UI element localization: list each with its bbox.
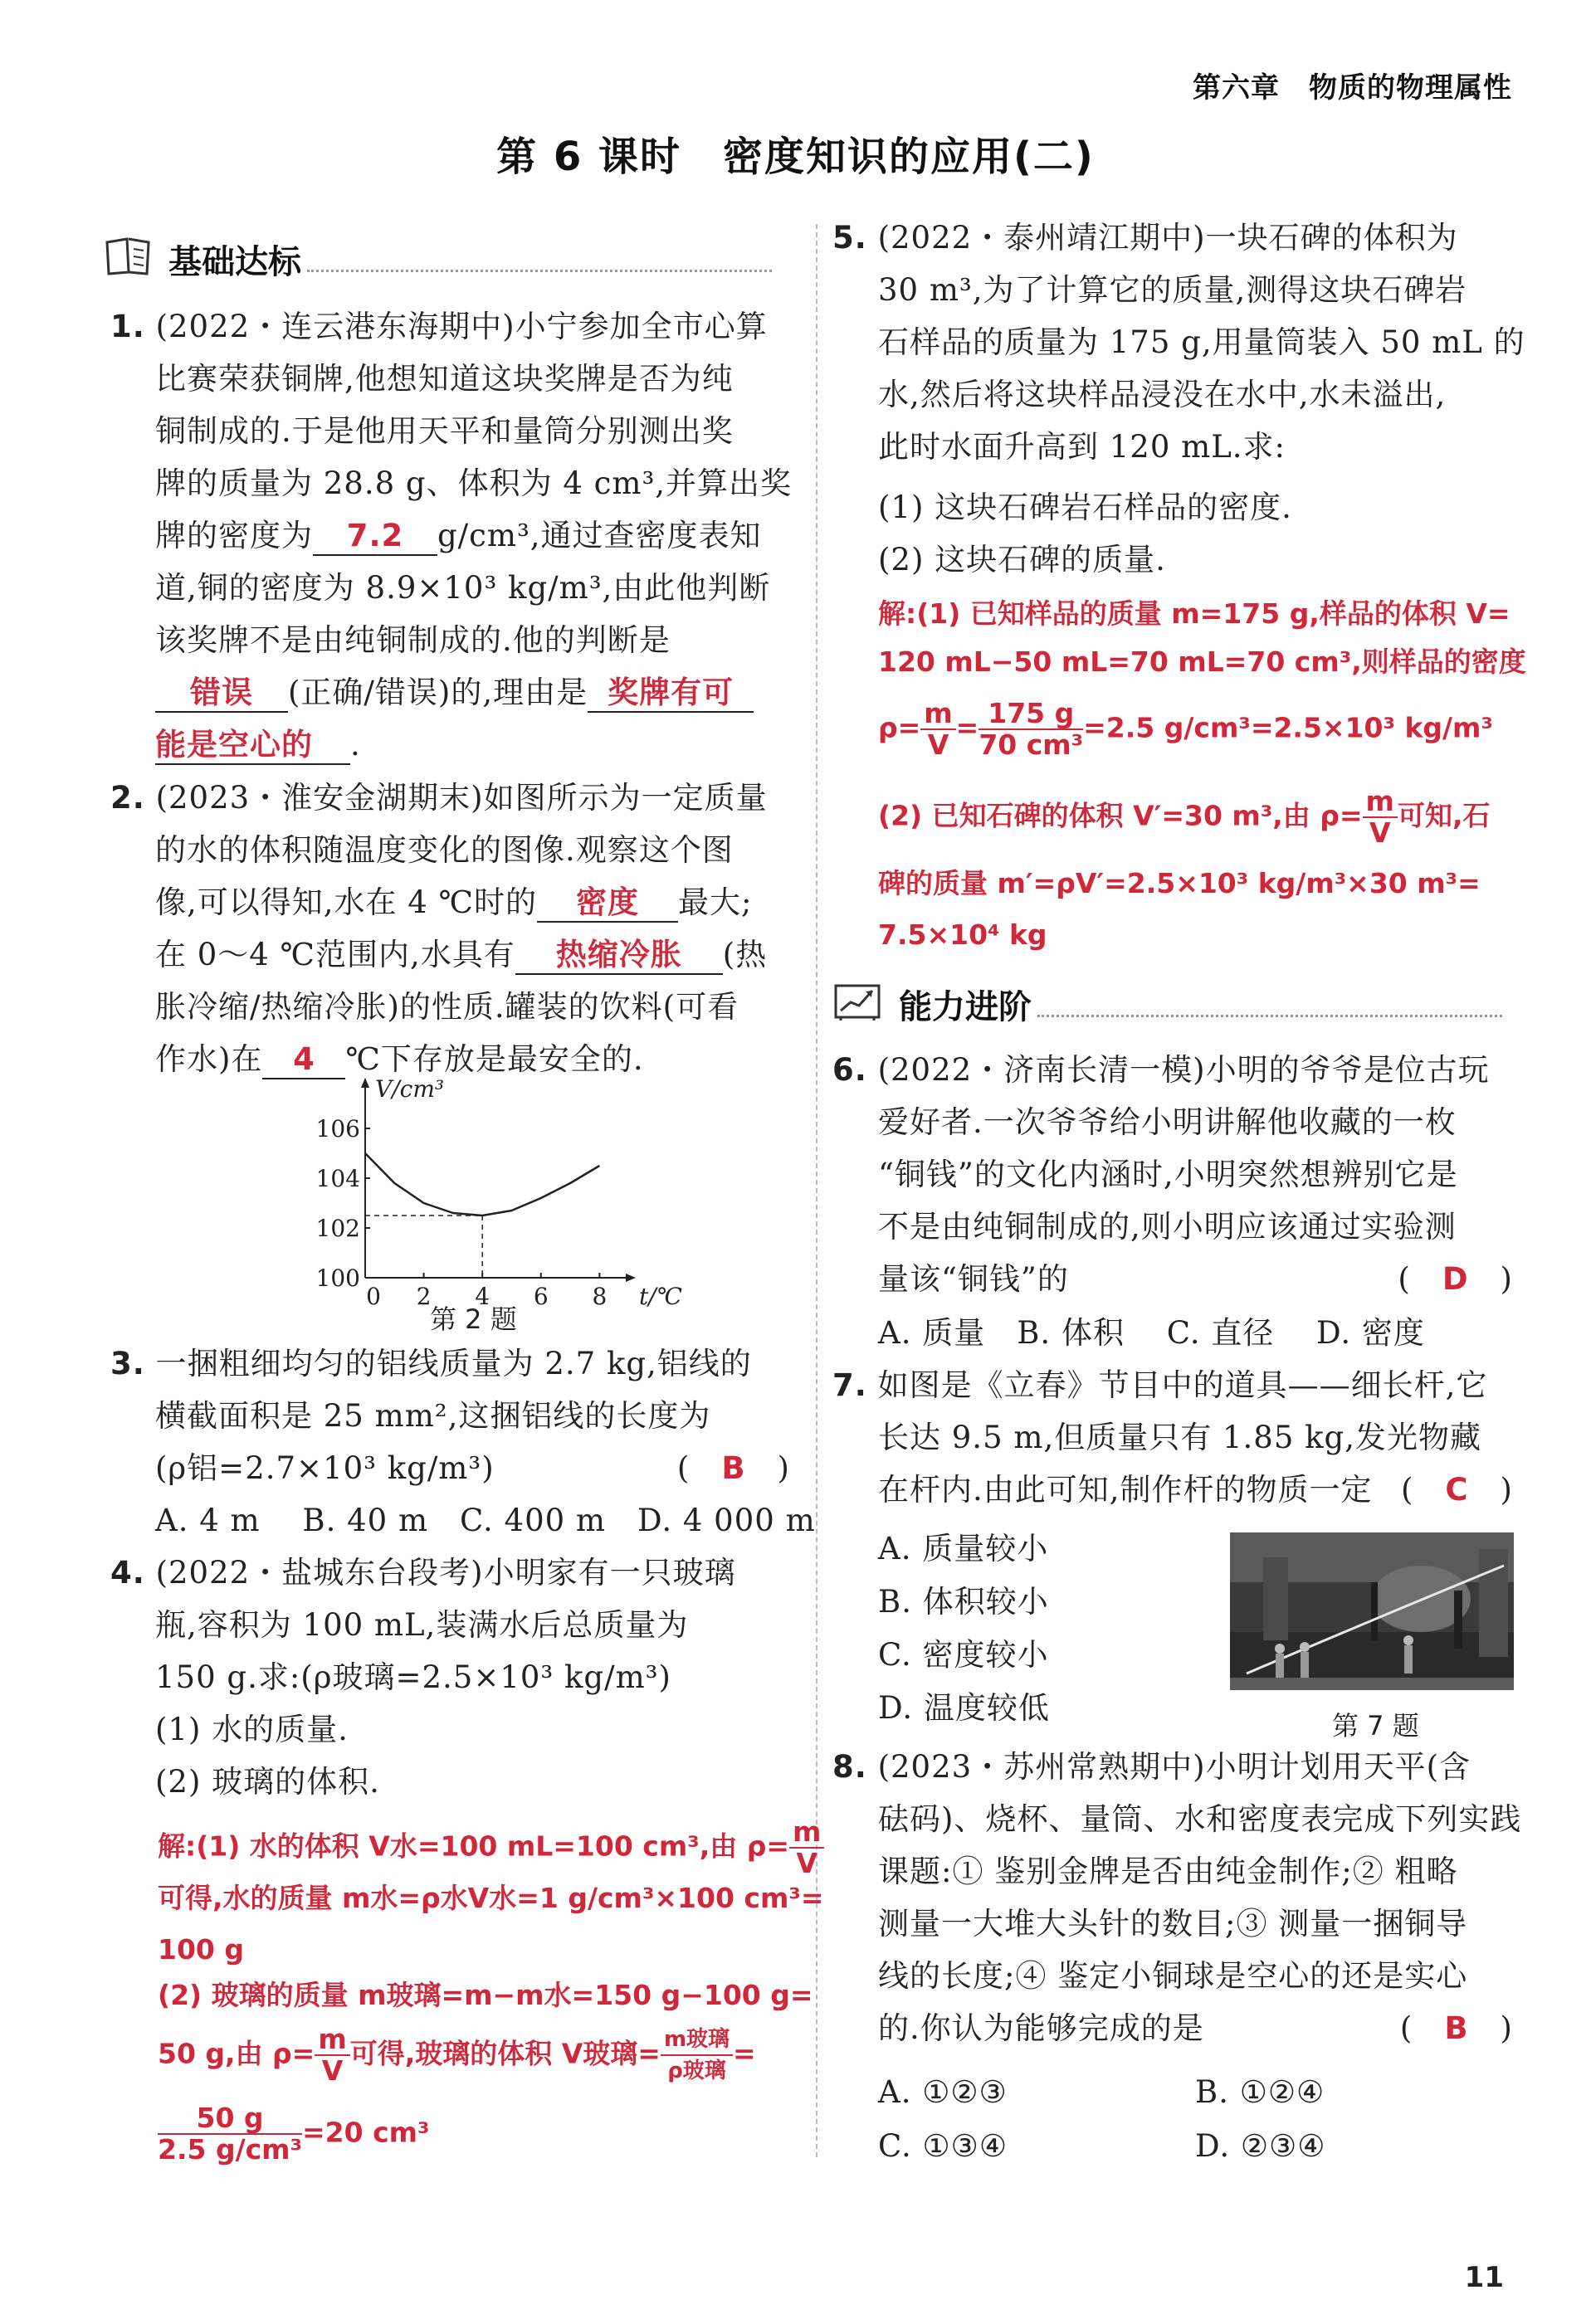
q7-line3: 在杆内.由此可知,制作杆的物质一定 ( C ) [878,1472,1513,1508]
q5-line3: 石样品的质量为 175 g,用量筒装入 50 mL 的 [878,324,1525,360]
q1-stem-5a: 牌的密度为 [155,518,313,553]
q6-number: 6. [832,1052,867,1088]
q6-line1 [832,1052,1490,1089]
q6-stem-5: 量该“铜钱”的 [878,1261,1069,1297]
q2-line5: 胀冷缩/热缩冷胀)的性质.罐装的饮料(可看 [155,989,739,1025]
q5-sol-4b: 可知,石 [1397,799,1491,832]
y-axis-label: V/cm³ [375,1075,445,1103]
q8-option-d: D. ②③④ [1195,2128,1326,2164]
q4-sol-6-den: 2.5 g/cm³ [158,2133,303,2166]
q4-line3: 150 g.求:(ρ玻璃=2.5×10³ kg/m³) [155,1659,671,1695]
q4-solution-2: 可得,水的质量 m水=ρ水V水=1 g/cm³×100 cm³= [158,1882,824,1914]
q1-line4: 牌的质量为 28.8 g、体积为 4 cm³,并算出奖 [155,465,793,501]
q4-line5: (2) 玻璃的体积. [155,1764,380,1800]
q5-sol-3a: ρ= [878,711,921,744]
q2-stem-3a: 像,可以得知,水在 4 ℃时的 [155,884,537,920]
q3-stem-3: (ρ铝=2.7×10³ kg/m³) [155,1450,495,1486]
q4-sol-5-den2: ρ玻璃 [667,2058,726,2083]
q6-stem-1: (2022・济南长清一模)小明的爷爷是位古玩 [877,1052,1490,1088]
q5-sol-4a: (2) 已知石碑的体积 V′=30 m³,由 ρ= [878,799,1363,832]
q5-line7: (2) 这块石碑的质量. [878,542,1166,577]
q7-answer: C [1445,1472,1469,1508]
page-title: 第 6 课时 密度知识的应用(二) [496,134,1095,180]
q1-answer-judge: 错误 [155,675,288,713]
q6-answer: D [1442,1261,1469,1297]
q1-line3: 铜制成的.于是他用天平和量筒分别测出奖 [155,413,734,449]
x-tick-label: 8 [592,1283,608,1310]
q5-number: 5. [832,220,867,256]
q8-option-b: B. ①②④ [1195,2074,1325,2110]
q5-line4: 水,然后将这块样品浸没在水中,水未溢出, [878,377,1447,412]
q6-line2: 爱好者.一次爷爷给小明讲解他收藏的一枚 [878,1104,1457,1140]
y-axis-arrow [361,1078,369,1088]
q5-sol-3-den1: V [927,728,949,761]
q4-sol-5-num: m [315,2024,349,2056]
x-tick-label: 6 [533,1283,549,1310]
q4-sol-5a: 50 g,由 ρ= [158,2037,315,2070]
q4-sol-frac-num: m [789,1817,824,1849]
q1-line2: 比赛荣获铜牌,他想知道这块奖牌是否为纯 [155,361,734,397]
q4-sol-5-den: V [321,2054,344,2087]
q1-line7: 该奖牌不是由纯铜制成的.他的判断是 [155,622,671,658]
x-tick-label: 0 [366,1283,381,1310]
q8-answer: B [1444,2010,1469,2046]
x-tick-label: 2 [416,1283,432,1310]
q2-caption: 第 2 题 [430,1303,517,1335]
q4-line4: (1) 水的质量. [155,1712,349,1747]
q8-stem-1: (2023・苏州常熟期中)小明计划用天平(含 [877,1749,1471,1785]
q4-solution-4: (2) 玻璃的质量 m玻璃=m−m水=150 g−100 g= [158,1979,813,2011]
q8-line1 [832,1749,1471,1786]
q4-stem-1: (2022・盐城东台段考)小明家有一只玻璃 [155,1555,736,1591]
q1-stem-1: (2022・连云港东海期中)小宁参加全市心算 [155,309,768,344]
q8-stem-6: 的.你认为能够完成的是 [878,2010,1204,2046]
q5-sol-3-num2: 175 g [979,699,1083,730]
page-number: 11 [1464,2261,1504,2294]
q1-stem-5b: g/cm³,通过查密度表知 [437,518,762,553]
q7-number: 7. [832,1367,867,1403]
q2-line1 [110,780,768,816]
y-tick-label: 106 [315,1115,360,1143]
q1-line6: 道,铜的密度为 8.9×10³ kg/m³,由此他判断 [155,570,771,606]
x-tick-label: 4 [475,1283,490,1310]
q8-option-a: A. ①②③ [878,2074,1008,2110]
q5-sol-3c: =2.5 g/cm³=2.5×10³ kg/m³ [1083,711,1493,744]
stage-prop-photo [1230,1532,1514,1690]
q3-line2: 横截面积是 25 mm²,这捆铝线的长度为 [155,1398,711,1434]
q4-sol-6b: =20 cm³ [302,2116,430,2149]
q5-line6: (1) 这块石碑岩石样品的密度. [878,490,1292,525]
q5-solution-5: 碑的质量 m′=ρV′=2.5×10³ kg/m³×30 m³= [878,867,1481,899]
q5-line5: 此时水面升高到 120 mL.求: [878,429,1286,465]
q8-line3: 课题:① 鉴别金牌是否由纯金制作;② 粗略 [878,1854,1458,1889]
section-divider-2 [1037,1015,1502,1017]
q4-line1 [110,1555,736,1591]
volume-temperature-chart [307,1070,683,1311]
q7-option-a: A. 质量较小 [878,1531,1049,1566]
q5-solution-1: 解:(1) 已知样品的质量 m=175 g,样品的体积 V= [878,597,1510,630]
q1-line9 [155,727,361,765]
q4-sol-5-num2: m玻璃 [661,2024,733,2056]
q3-line3: (ρ铝=2.7×10³ kg/m³) ( B ) [155,1450,790,1486]
q4-solution-6 [158,2103,430,2165]
q1-answer-density: 7.2 [313,518,437,556]
q5-sol-3-den2: 70 cm³ [979,728,1084,761]
q1-number: 1. [110,309,145,344]
y-tick-label: 104 [315,1165,360,1192]
q3-number: 3. [110,1346,145,1381]
q8-line2: 砝码)、烧杯、量筒、水和密度表完成下列实践 [878,1801,1522,1837]
q2-answer-property: 热缩冷胀 [515,937,723,975]
chart-growth-icon [832,979,884,1022]
q2-stem-6a: 作水)在 [155,1041,263,1077]
book-icon [104,234,155,277]
q5-line1 [832,220,1458,256]
q4-sol-6-num: 50 g [158,2103,302,2135]
q4-solution-1 [158,1817,824,1878]
running-header: 第六章 物质的物理属性 [1193,71,1512,105]
q1-line1 [110,309,768,345]
q5-sol-3-num1: m [920,699,955,730]
section-divider [307,270,772,272]
q5-sol-4-num: m [1363,787,1398,818]
q7-option-d: D. 温度较低 [878,1690,1050,1726]
q1-stem-9b: . [350,727,361,762]
q4-sol-frac-den: V [796,1847,817,1879]
q4-sol-5b: 可得,玻璃的体积 V玻璃= [349,2037,661,2070]
q4-number: 4. [110,1555,145,1591]
q2-line4 [155,937,767,975]
section-advanced: 能力进阶 [899,988,1032,1026]
q5-solution-3 [878,699,1493,760]
q7-option-b: B. 体积较小 [878,1584,1049,1620]
q2-answer-temp: 4 [262,1041,345,1079]
q5-sol-4-den: V [1369,816,1391,849]
q3-answer: B [721,1450,746,1486]
q2-stem-1: (2023・淮安金湖期末)如图所示为一定质量 [155,780,768,816]
q5-solution-6: 7.5×10⁴ kg [878,918,1047,951]
y-tick-label: 102 [315,1215,360,1242]
q7-stem-3: 在杆内.由此可知,制作杆的物质一定 [878,1472,1373,1508]
y-tick-label: 100 [315,1264,360,1292]
volume-curve [365,1153,599,1216]
q8-line4: 测量一大堆大头针的数目;③ 测量一捆铜导 [878,1906,1468,1942]
q1-stem-8b: (正确/错误)的,理由是 [288,675,588,710]
q7-option-c: C. 密度较小 [878,1637,1049,1673]
q5-stem-1: (2022・泰州靖江期中)一块石碑的体积为 [877,220,1458,256]
q2-answer-density: 密度 [537,884,678,923]
section-basic: 基础达标 [168,243,301,281]
q2-stem-4a: 在 0～4 ℃范围内,水具有 [155,937,515,972]
q5-solution-2: 120 mL−50 mL=70 mL=70 cm³,则样品的密度 [878,646,1526,678]
q7-caption: 第 7 题 [1332,1710,1419,1742]
q2-stem-4b: (热 [722,937,768,972]
q3-options: A. 4 m B. 40 m C. 400 m D. 4 000 m [155,1503,816,1538]
x-axis-label: t/℃ [639,1283,683,1310]
q1-line5 [155,518,762,556]
q5-solution-4 [878,787,1490,848]
q2-stem-6b: ℃下存放是最安全的. [345,1041,644,1077]
x-axis-arrow [626,1274,636,1282]
q4-solution-3: 100 g [158,1933,244,1966]
q8-line5: 线的长度;④ 鉴定小铜球是空心的还是实心 [878,1958,1468,1994]
q4-sol-5c: = [733,2037,756,2070]
q8-line6: 的.你认为能够完成的是 ( B ) [878,2010,1513,2046]
q4-solution-5 [158,2024,756,2086]
q6-line4: 不是由纯铜制成的,则小明应该通过实验测 [878,1209,1457,1245]
q2-line2: 的水的体积随温度变化的图像.观察这个图 [155,832,734,868]
q6-options: A. 质量 B. 体积 C. 直径 D. 密度 [878,1315,1425,1351]
q5-sol-3b: = [955,711,979,744]
q6-line3: “铜钱”的文化内涵时,小明突然想辨别它是 [878,1157,1458,1192]
q7-line2: 长达 9.5 m,但质量只有 1.85 kg,发光物藏 [878,1420,1481,1455]
q8-option-c: C. ①③④ [878,2128,1008,2164]
q2-line3 [155,884,752,923]
q3-line1 [110,1346,752,1382]
q4-line2: 瓶,容积为 100 mL,装满水后总质量为 [155,1607,689,1643]
q4-sol-1a: 解:(1) 水的体积 V水=100 mL=100 cm³,由 ρ= [158,1829,789,1863]
q8-number: 8. [832,1749,867,1785]
q1-answer-reason-1: 奖牌有可 [588,675,754,713]
q1-answer-reason-2: 能是空心的 [155,727,350,765]
q1-line8 [155,675,754,713]
q6-line5: 量该“铜钱”的 ( D ) [878,1261,1513,1297]
q2-stem-3b: 最大; [677,884,753,920]
q2-number: 2. [110,780,145,816]
q7-stem-1: 如图是《立春》节目中的道具——细长杆,它 [877,1367,1488,1403]
q5-line2: 30 m³,为了计算它的质量,测得这块石碑岩 [878,272,1467,308]
q3-stem-1: 一捆粗细均匀的铝线质量为 2.7 kg,铝线的 [155,1346,752,1381]
q7-line1 [832,1367,1487,1404]
